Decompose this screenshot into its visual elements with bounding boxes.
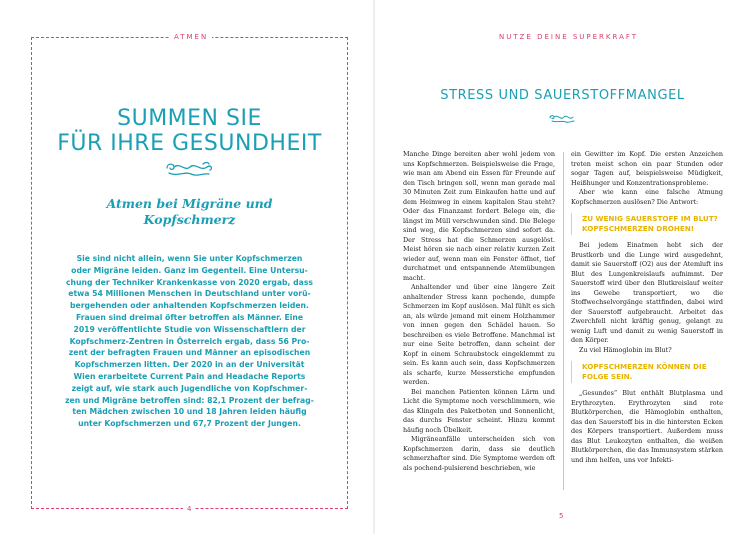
subtitle-line-1: Atmen bei Migräne und [106,196,273,211]
intro-line: zen und Migräne betroffen sind: 82,1 Prozent der befrag- [65,395,314,405]
intro-line: etwa 54 Millionen Menschen in Deutschland unter vorü- [68,289,311,299]
intro-line: ten Mädchen zwischen 10 und 18 Jahren leiden häufig [72,407,307,417]
text-column-1 [403,150,555,473]
intro-line: chung der Techniker Krankenkasse von 2020 ergab, dass [66,277,313,287]
running-head-left: ATMEN [170,33,212,41]
intro-line: Kopfschmerz-Zentren in Österreich ergab, dass 56 Pro- [69,336,310,346]
intro-line: bergehenden oder anhaltenden Kopfschmerzen leiden. [70,301,309,311]
section-title: STRESS UND SAUERSTOFFMANGEL [440,88,685,103]
page-title [31,106,348,156]
flourish-ornament-icon [163,160,215,180]
body-paragraph: Manche Dinge bereiten aber wohl jedem von uns Kopfschmerzen. Beispielsweise die Frage, wie man am Abend ein Essen für Freunde auf den Tisch bringen soll, wenn man gerade mal 30 Minuten Zeit zum Einkaufen hatte und auf dem Heimweg in einem kapitalen Stau steht? Oder das Finanzamt fordert Belege ein, die längst im Müll verschwunden sind. Die Belege sind weg, die Kopfschmerzen sind sofort da. Der Stress hat die Schmerzen ausgelöst. Meist hören sie nach einer relativ kurzen Zeit wieder auf, wenn man ein Fenster öffnet, tief durchatmet und entspannende Atemübungen macht. [403,150,555,282]
intro-line: 2019 veröffentlichte Studie von Wissenschaftlern der [73,324,306,334]
page-number-left: 4 [183,505,195,513]
page-number-right: 5 [559,512,564,520]
title-line-2: FÜR IHRE GESUNDHEIT [57,131,322,156]
subtitle [31,196,348,228]
intro-line: Wien erarbeitete Current Pain and Headache Reports [73,371,306,381]
intro-line: zent der befragten Frauen und Männer an episodischen [68,348,311,358]
body-paragraph: „Gesundes“ Blut enthält Blutplasma und Erythrozyten. Erythrozyten sind rote Blutkörperchen, die Hämoglobin enthalten, das den Sauerstoff bis in die hintersten Ecken des Körpers transportiert. Außerdem muss das Blut Leukozyten enthalten, die weißen Blutkörperchen, die das Immunsystem stärken und ihm helfen, uns vor Infekti- [571,389,723,464]
flourish-ornament-small-icon [548,113,576,125]
text-column-2 [571,150,723,465]
intro-line: zeigt auf, wie stark auch Jugendliche von Kopfschmer- [71,383,308,393]
body-paragraph: Anhaltender und über eine längere Zeit anhaltender Stress kann pochende, dumpfe Schmerzen im Kopf auslösen. Mal fühlt es sich an, als würde jemand mit einem Holzhammer von innen gegen den Schädel hauen. So beschreiben es viele Betroffene. Manchmal ist nur eine Seite betroffen, dann scheint der Kopf in einem Schraubstock eingeklemmt zu sein. Es kann auch sein, dass Kopfschmerzen als scharfe, kurze Messerstiche empfunden werden. [403,283,555,386]
body-paragraph: Bei manchen Patienten können Lärm und Licht die Symptome noch verschlimmern, wie das Klingeln des Paketboten und Sonnenlicht, das durchs Fenster scheint. Hinzu kommt häufig noch Übelkeit. [403,387,555,434]
body-paragraph: Bei jedem Einatmen hebt sich der Brustkorb und die Lunge wird ausgedehnt, damit sie Sauerstoff (O2) aus der Atemluft ins Blut des Lungenkreislaufs aufnimmt. Der Sauerstoff wird über den Blutkreislauf weiter ins Gewebe transportiert, wo die Stoffwechselvorgänge stattfinden, dabei wird der Sauerstoff aufgebraucht. Arbeitet das Zwerchfell nicht kräftig genug, gelangt zu wenig Luft und damit zu wenig Sauerstoff in den Körper. [571,241,723,344]
subtitle-line-2: Kopfschmerz [143,212,236,227]
body-paragraph: Migräneanfälle unterscheiden sich von Kopfschmerzen darin, dass sie deutlich schmerzhafter sind. Die Symptome werden oft als pochend-pulsierend beschrieben, wie [403,435,555,472]
callout-highlight: ZU WENIG SAUERSTOFF IM BLUT? KOPFSCHMERZEN DROHEN! [571,213,723,235]
intro-line: Kopfschmerzen litten. Der 2020 in an der Universität [74,360,305,370]
intro-line: unter Kopfschmerzen und 67,7 Prozent der Jungen. [78,419,301,429]
title-line-1: SUMMEN SIE [117,106,262,131]
running-head-right: NUTZE DEINE SUPERKRAFT [499,33,639,41]
callout-highlight: KOPFSCHMERZEN KÖNNEN DIE FOLGE SEIN. [571,361,723,383]
intro-line: Sie sind nicht allein, wenn Sie unter Kopfschmerzen [76,254,303,263]
intro-line: Frauen sind dreimal öfter betroffen als Männer. Eine [75,312,304,322]
body-paragraph: Aber wie kann eine falsche Atmung Kopfschmerzen auslösen? Die Antwort: [571,188,723,206]
column-divider [563,152,564,490]
intro-line: oder Migräne leiden. Ganz im Gegenteil. Eine Untersu- [71,265,308,275]
intro-paragraph [46,253,333,430]
body-paragraph: Zu viel Hämoglobin im Blut? [579,345,672,354]
body-paragraph: ein Gewitter im Kopf. Die ersten Anzeichen treten meist schon ein paar Stunden oder sogar Tagen auf, beispielsweise Müdigkeit, Heißhunger und Konzentrationsprobleme. [571,150,723,187]
